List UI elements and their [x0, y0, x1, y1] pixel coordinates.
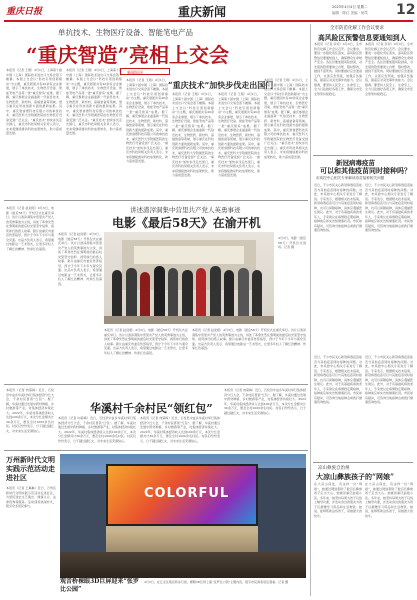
section-divider [313, 155, 413, 156]
person-silhouette [252, 270, 262, 320]
screen-text: COLORFUL [144, 486, 230, 501]
column-divider [310, 24, 311, 596]
wanzhou-body: 本报讯（记者 王琳琳）近日，万州区新时代文明实践示范活动走进社区，为居民送去文艺演出、健康义诊、法律咨询等服务。活动现场热闹非凡，吸引众多居民参与。 [6, 486, 56, 508]
section-divider [4, 450, 308, 451]
backdrop-banner [134, 246, 244, 264]
lead-body-col3: 本报讯（记者 王翔）4月1日，上海第十届中国（上海）国际技术进出口交易会落下帷幕。本届上交会以“科技引领创新驱动”为主题，重庆展团共有40余家企业参展，展示了单抗技术、生物医疗设备、智能笔电产品等一批“重庆智造”成果。据了解，重庆参展企业涵盖新一代信息技术、生物医药、新材料、高端装备等领域，展示重庆在科技创新方面的最新成果。其中，重庆智睿德科技有限公司的单抗技术、重庆医科大学附属医院的生物医疗设备受到广泛关注。“重庆技术”加快步伐走出国门，重庆市科技局相关负责人表示，未来将继续推动科技成果转化，助力高质量发展。 [126, 78, 169, 163]
lead-body-col2: 本报讯（记者 王翔）4月1日，上海第十届中国（上海）国际技术进出口交易会落下帷幕。本届上交会以“科技引领创新驱动”为主题，重庆展团共有40余家企业参展，展示了单抗技术、生物医疗设备、智能笔电产品等一批“重庆智造”成果。据了解，重庆参展企业涵盖新一代信息技术、生物医药、新材料、高端装备等领域，展示重庆在科技创新方面的最新成果。其中，重庆智睿德科技有限公司的单抗技术、重庆医科大学附属医院的生物医疗设备受到广泛关注。“重庆技术”加快步伐走出国门，重庆市科技局相关负责人表示，未来将继续推动科技成果转化，助力高质量发展。 [66, 68, 122, 135]
person-silhouette [140, 272, 150, 320]
village-body-col2: 本报讯（记者 向菊梅）近日，石柱县中益乡华溪村举行集体经济分红大会，千余村民喜领“红包”。据了解，华溪村通过发展中药材种植、乡村旅游等产业，村集体经济持续壮大。2022年，华溪村集体经济收入达到100余万元，本次分红金额共计30余万元，惠及全村1000余名村民。村民们纷纷表示，日子越过越红火，对未来生活充满信心。 [58, 416, 137, 443]
masthead-rule [4, 20, 413, 22]
village-body-col4: 本报讯（记者 向菊梅）近日，石柱县中益乡华溪村举行集体经济分红大会，千余村民喜领“红包”。据了解，华溪村通过发展中药材种植、乡村旅游等产业，村集体经济持续壮大。2022年，华溪村集体经济收入达到100余万元，本次分红金额共计30余万元，惠及全村1000余名村民。村民们纷纷表示，日子越过越红火，对未来生活充满信心。 [224, 388, 306, 415]
right-tag-1: 全市防范化解工作会议要求 [330, 26, 384, 31]
lead-kicker: 单抗技术、生物医疗设备、智能笔电产品 [58, 28, 193, 37]
person-silhouette [168, 268, 178, 320]
film-photo [104, 232, 274, 324]
bottom-photo [60, 454, 306, 578]
bottom-photo-title: 观音桥裸眼3D巨屏迎来“张罗比公园” [60, 578, 139, 593]
person-silhouette [182, 270, 193, 320]
editor-line: 编辑 · 陈红 美编 · 何茂 [332, 11, 368, 15]
person-silhouette [126, 268, 137, 320]
village-body-col1: 本报讯（记者 向菊梅）近日，石柱县中益乡华溪村举行集体经济分红大会，千余村民喜领“红包”。据了解，华溪村通过发展中药材种植、乡村旅游等产业，村集体经济持续壮大。2022年，华溪村集体经济收入达到100余万元，本次分红金额共计30余万元，惠及全村1000余名村民。村民们纷纷表示，日子越过越红火，对未来生活充满信心。 [6, 388, 55, 433]
right-body-2b: 近日，不少市民关心新冠病毒疫苗能否与其他疫苗同时接种的问题。对此，市疾控中心相关专家进行了解读。专家表示，根据相关技术指南，新冠病毒疫苗可以与其他疫苗同时接种，也可以间隔接种，具体应遵循医生建议。此外，对于有基础疾病的老年人，专家建议在病情稳定期接种，接种前应如实告知健康状况。市民如有疑问，可咨询当地接种点或拨打健康咨询热线。 [365, 183, 414, 232]
person-silhouette [224, 270, 234, 320]
right-body-3b: 在大凉山深处，有这样一位“网娘”，她通过网络帮助了数百名彝族孩子走出大山。她就是重庆姑娘小张。多年来，她坚持每周为孩子们线上辅导功课，并发动身边的朋友为孩子们捐赠学习用品和生活物资。她说，能够帮助这些孩子，是她最大的快乐。 [365, 482, 414, 518]
right-body-1b: 本报讯（记者 李珩）4月3日，全市防范化解工作会议召开。会议要求，要进一步强化责任落实，高风险区预警信息要通知到人，确保群众生命财产安全。各区县要加强风险排查，对发现的隐患要建立台账、限时整改，做到不留死角。同时要做好应急准备工作，完善应急预案，加强应急演练，提高应对突发事件的能力。会议强调，要坚持人民至上、生命至上，全力以赴做好各项工作，确保全市安全形势持续稳定。 [365, 42, 414, 96]
person-silhouette [154, 266, 165, 320]
person-silhouette [210, 266, 221, 320]
lead-body-col6: 本报讯（记者 王翔）4月1日，上海第十届中国（上海）国际技术进出口交易会落下帷幕。本届上交会以“科技引领创新驱动”为主题，重庆展团共有40余家企业参展，展示了单抗技术、生物医疗设备、智能笔电产品等一批“重庆智造”成果。据了解，重庆参展企业涵盖新一代信息技术、生物医药、新材料、高端装备等领域，展示重庆在科技创新方面的最新成果。其中，重庆智睿德科技有限公司的单抗技术、重庆医科大学附属医院的生物医疗设备受到广泛关注。“重庆技术”加快步伐走出国门，重庆市科技局相关负责人表示，未来将继续推动科技成果转化，助力高质量发展。 [264, 78, 308, 159]
section-divider [4, 200, 308, 201]
section-divider [4, 384, 308, 385]
film-title: 电影《最后58天》在渝开机 [112, 216, 261, 230]
lead-byline: 新闻短评 [127, 69, 143, 75]
date-line: 2023年4月4日 星期二 [332, 5, 368, 9]
page-number: 12 [396, 2, 416, 18]
led-screen [106, 464, 258, 526]
person-silhouette [112, 270, 122, 320]
lead-byline-box [120, 68, 170, 75]
right-body-2a: 近日，不少市民关心新冠病毒疫苗能否与其他疫苗同时接种的问题。对此，市疾控中心相关专家进行了解读。专家表示，根据相关技术指南，新冠病毒疫苗可以与其他疫苗同时接种，也可以间隔接种，具体应遵循医生建议。此外，对于有基础疾病的老年人，专家建议在病情稳定期接种，接种前应如实告知健康状况。市民如有疑问，可咨询当地接种点或拨打健康咨询热线。 [314, 183, 363, 232]
bottom-photo-title-box [60, 578, 140, 598]
right-body-2d: 近日，不少市民关心新冠病毒疫苗能否与其他疫苗同时接种的问题。对此，市疾控中心相关专家进行了解读。专家表示，根据相关技术指南，新冠病毒疫苗可以与其他疫苗同时接种，也可以间隔接种，具体应遵循医生建议。此外，对于有基础疾病的老年人，专家建议在病情稳定期接种，接种前应如实告知健康状况。市民如有疑问，可咨询当地接种点或拨打健康咨询热线。 [365, 355, 414, 404]
film-photo-caption: 4月3日，电影《最后58天》开机仪式现场。记者 摄 [278, 236, 306, 249]
bottom-photo-caption: 4月3日，在江北区观音桥步行街，裸眼3D巨屏上演“张罗比公园”主题内容，吸引市民游客驻足观看。记者 摄 [144, 580, 289, 584]
masthead [0, 0, 417, 22]
right-title-3: 大凉山彝族孩子的“网娘” [316, 472, 395, 481]
right-tag-2: 新冠病毒疫苗 [336, 159, 375, 167]
film-kicker: 讲述渣滓洞集中营里共产党人英勇事迹 [130, 206, 241, 214]
right-sub-2: 市疾控中心相关专家解读疫苗接种相关问题 [316, 176, 385, 180]
village-body-col3: 本报讯（记者 向菊梅）近日，石柱县中益乡华溪村举行集体经济分红大会，千余村民喜领“红包”。据了解，华溪村通过发展中药材种植、乡村旅游等产业，村集体经济持续壮大。2022年，华溪村集体经济收入达到100余万元，本次分红金额共计30余万元，惠及全村1000余名村民。村民们纷纷表示，日子越过越红火，对未来生活充满信心。 [140, 416, 220, 443]
right-body-2c: 近日，不少市民关心新冠病毒疫苗能否与其他疫苗同时接种的问题。对此，市疾控中心相关专家进行了解读。专家表示，根据相关技术指南，新冠病毒疫苗可以与其他疫苗同时接种，也可以间隔接种，具体应遵循医生建议。此外，对于有基础疾病的老年人，专家建议在病情稳定期接种，接种前应如实告知健康状况。市民如有疑问，可咨询当地接种点或拨打健康咨询热线。 [314, 355, 363, 404]
right-body-1a: 本报讯（记者 李珩）4月3日，全市防范化解工作会议召开。会议要求，要进一步强化责任落实，高风险区预警信息要通知到人，确保群众生命财产安全。各区县要加强风险排查，对发现的隐患要建立台账、限时整改，做到不留死角。同时要做好应急准备工作，完善应急预案，加强应急演练，提高应对突发事件的能力。会议强调，要坚持人民至上、生命至上，全力以赴做好各项工作，确保全市安全形势持续稳定。 [314, 42, 363, 96]
newspaper-logo: 重庆日报 [6, 7, 43, 17]
film-body-col1: 本报讯（记者 赵迎昭）4月3日，电影《最后58天》开机仪式在重庆举行。该片以渣滓洞集中营里共产党人的英勇事迹为主线，讲述了革命先烈在黎明前的最后时光里坚守信仰、视死如归的感人故事。影片由重庆市委宣传部指导，预计于今年下半年与观众见面。出品方负责人表示，希望通过电影这一艺术形式，让更多年轻人了解红岩精神、传承红色基因。 [6, 206, 55, 251]
wanzhou-title: 万州新时代文明实践示范活动走进社区 [6, 455, 55, 482]
person-silhouette [196, 268, 206, 320]
right-body-3a: 在大凉山深处，有这样一位“网娘”，她通过网络帮助了数百名彝族孩子走出大山。她就是重庆姑娘小张。多年来，她坚持每周为孩子们线上辅导功课，并发动身边的朋友为孩子们捐赠学习用品和生活物资。她说，能够帮助这些孩子，是她最大的快乐。 [314, 482, 363, 518]
right-title-2: 可以和其他疫苗同时接种吗？ [320, 166, 411, 175]
stage-floor [104, 316, 274, 324]
lead-title: “重庆智造”亮相上交会 [26, 43, 230, 67]
lead-body-col1: 本报讯（记者 王翔）4月1日，上海第十届中国（上海）国际技术进出口交易会落下帷幕。本届上交会以“科技引领创新驱动”为主题，重庆展团共有40余家企业参展，展示了单抗技术、生物医疗设备、智能笔电产品等一批“重庆智造”成果。据了解，重庆参展企业涵盖新一代信息技术、生物医药、新材料、高端装备等领域，展示重庆在科技创新方面的最新成果。其中，重庆智睿德科技有限公司的单抗技术、重庆医科大学附属医院的生物医疗设备受到广泛关注。“重庆技术”加快步伐走出国门，重庆市科技局相关负责人表示，未来将继续推动科技成果转化，助力高质量发展。 [6, 68, 62, 135]
lead-body-col4: 本报讯（记者 王翔）4月1日，上海第十届中国（上海）国际技术进出口交易会落下帷幕。本届上交会以“科技引领创新驱动”为主题，重庆展团共有40余家企业参展，展示了单抗技术、生物医疗设备、智能笔电产品等一批“重庆智造”成果。据了解，重庆参展企业涵盖新一代信息技术、生物医药、新材料、高端装备等领域，展示重庆在科技创新方面的最新成果。其中，重庆智睿德科技有限公司的单抗技术、重庆医科大学附属医院的生物医疗设备受到广泛关注。“重庆技术”加快步伐走出国门，重庆市科技局相关负责人表示，未来将继续推动科技成果转化，助力高质量发展。 [172, 92, 215, 177]
crowd [60, 552, 306, 578]
right-tag-3: 凉山彝族自治州 [318, 466, 350, 471]
person-silhouette [238, 268, 249, 320]
section-divider [313, 462, 413, 463]
lead-body-col5: 本报讯（记者 王翔）4月1日，上海第十届中国（上海）国际技术进出口交易会落下帷幕。本届上交会以“科技引领创新驱动”为主题，重庆展团共有40余家企业参展，展示了单抗技术、生物医疗设备、智能笔电产品等一批“重庆智造”成果。据了解，重庆参展企业涵盖新一代信息技术、生物医药、新材料、高端装备等领域，展示重庆在科技创新方面的最新成果。其中，重庆智睿德科技有限公司的单抗技术、重庆医科大学附属医院的生物医疗设备受到广泛关注。“重庆技术”加快步伐走出国门，重庆市科技局相关负责人表示，未来将继续推动科技成果转化，助力高质量发展。 [218, 92, 261, 177]
film-body-col2: 本报讯（记者 赵迎昭）4月3日，电影《最后58天》开机仪式在重庆举行。该片以渣滓洞集中营里共产党人的英勇事迹为主线，讲述了革命先烈在黎明前的最后时光里坚守信仰、视死如归的感人故事。影片由重庆市委宣传部指导，预计于今年下半年与观众见面。出品方负责人表示，希望通过电影这一艺术形式，让更多年轻人了解红岩精神、传承红色基因。 [58, 232, 102, 286]
film-body-col4: 本报讯（记者 赵迎昭）4月3日，电影《最后58天》开机仪式在重庆举行。该片以渣滓洞集中营里共产党人的英勇事迹为主线，讲述了革命先烈在黎明前的最后时光里坚守信仰、视死如归的感人故事。影片由重庆市委宣传部指导，预计于今年下半年与观众见面。出品方负责人表示，希望通过电影这一艺术形式，让更多年轻人了解红岩精神、传承红色基因。 [192, 328, 307, 350]
lead-subtitle: “重庆技术”加快步伐走出国门 [168, 80, 274, 90]
right-title-1: 高风险区预警信息要通知到人 [318, 34, 407, 42]
village-title: 华溪村千余村民“领红包” [90, 402, 213, 415]
film-body-col3: 本报讯（记者 赵迎昭）4月3日，电影《最后58天》开机仪式在重庆举行。该片以渣滓洞集中营里共产党人的英勇事迹为主线，讲述了革命先烈在黎明前的最后时光里坚守信仰、视死如归的感人故事。影片由重庆市委宣传部指导，预计于今年下半年与观众见面。出品方负责人表示，希望通过电影这一艺术形式，让更多年轻人了解红岩精神、传承红色基因。 [104, 328, 189, 355]
section-title: 重庆新闻 [178, 5, 227, 19]
